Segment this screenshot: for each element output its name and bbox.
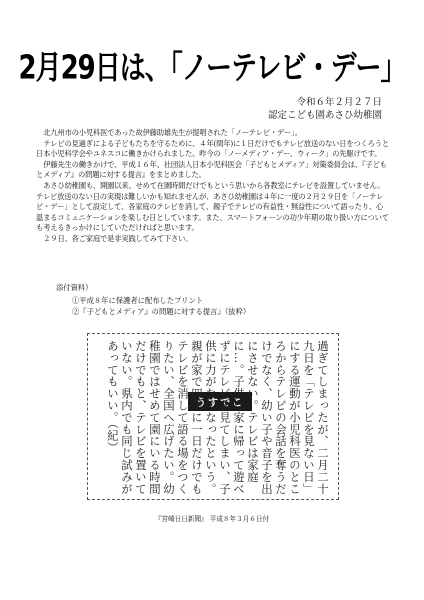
page-title: 2月29日は、「ノーテレビ・デー」 [18, 49, 406, 87]
clipping-source: 『宮崎日日新聞』 平成８年３月６日付 [154, 515, 270, 523]
reference-item: ①平成８年に保護者に配布したプリント [72, 296, 204, 305]
paragraph: テレビの見過ぎによる子どもたちを守るために、４年(閏年)に１日だけでもテレビ放送のない日をつくろうと日本小児科学会やユネスコに働きかけられました。昨今の「ノーメディア・デー、ウィーク」の先駆けです。 [36, 138, 389, 159]
body-text [36, 128, 390, 245]
references-heading: 添付資料） [56, 283, 93, 292]
paragraph: 伊藤先生の働きかけで、平成１６年、社団法人日本小児科医会「子どもとメディア」対策委員会は、『子どもとメディア』の問題に対する提言』をまとめました。 [36, 159, 387, 180]
paragraph: あさひ幼稚園も、開園以来、せめて在園時間だけでもという思いから各教室にテレビを設置していません。テレビ放送のない日の実現は難しいかも知れませんが、あさひ幼稚園は４年に一度の２月２９日を「ノーテレビ・デー」として設定して、各家庭のテレビを消して、親子でテレビの有益性・無益性について語ったり、心温まるコミュニケーションを楽しむ日としています。また、スマートフォーンの功少年期の取り扱い方についても考えるきっかけにしていただければと思います。 [36, 180, 389, 233]
newspaper-clipping [87, 333, 339, 500]
clipping-column-label: うすでこ [188, 392, 252, 411]
paragraph: ２９日、各ご家庭で是非実践してみて下さい。 [43, 233, 193, 243]
paragraph: 北九州市の小児科医であった故伊藤助雄先生が提唱された「ノーテレビ・デー」。 [43, 128, 302, 137]
clipping-text: 過ぎてしまったが、二月二十九日を「テレビを見ない日」にする運動が小児科医のところからテレビの会話を奪うだけでなく、幼い子や音子を出にさせない。テレビは家庭に…。子供は家に帰って遊べずにテレビを見てしまい、子供に力がなくなったという。親が家で四年に一日だけでもテレビを消して語る場をつくりたい、全国へ広げたい。幼稚園ではせめて園にいる時間だけでもと、テレビを置いていない。県内でも同じ試みがあってもいい。（紀） [106, 340, 330, 495]
reference-item: ②『子どもとメディア』の問題に対する提言』（抜粋） [72, 307, 251, 316]
references-list [72, 295, 250, 317]
organization-name: 認定こども園あさひ幼稚園 [267, 110, 382, 121]
issue-date: 令和６年２月２７日 [296, 97, 382, 108]
